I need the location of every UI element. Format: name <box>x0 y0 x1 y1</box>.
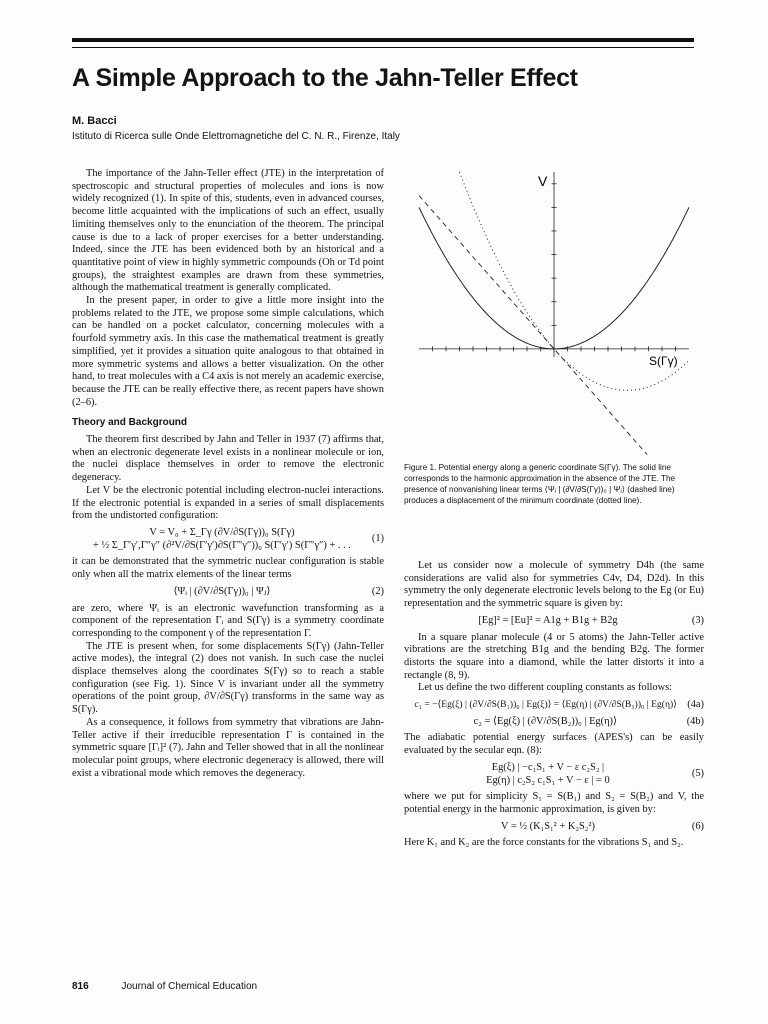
equation-4b-body: c₂ = ⟨Eg(ξ) | (∂V/∂S(B₂))₀ | Eg(η)⟩ <box>473 715 618 727</box>
equation-4a <box>404 699 704 712</box>
article-title: A Simple Approach to the Jahn-Teller Effect <box>72 64 578 92</box>
equation-5 <box>404 762 704 787</box>
coupling-paragraph: Let us define the two different coupling constants as follows: <box>418 682 673 694</box>
page-footer <box>72 981 257 992</box>
equation-4a-number: (4a) <box>687 699 704 711</box>
author-name: M. Bacci <box>72 115 117 127</box>
figure-1-chart <box>404 160 704 460</box>
consequence-paragraph: As a consequence, it follows from symmetry that vibrations are Jahn-Teller active if their irreducible representation Γ is contained in the symmetric square [Γᵢ]² (7). Jahn and Teller showed that in all the nonlinear molecular point groups, where electronic degeneracy is allowed, there will exist a vibrational mode which removes the degeneracy. <box>72 716 384 779</box>
equation-1-number: (1) <box>371 533 384 545</box>
equation-1-line-1: V = V₀ + Σ_Γγ (∂V/∂S(Γγ))₀ S(Γγ) <box>149 526 295 538</box>
top-rule-thick <box>72 38 694 42</box>
theory-paragraph-2: Let V be the electronic potential including electron-nuclei interactions. If the electronic potential is expanded in a series of small displacements from the undistorted configuration: <box>72 484 384 522</box>
equation-3-body: [Eg]² = [Eu]² = A1g + B1g + B2g <box>478 614 618 626</box>
equation-5-row-2: Eg(η) | c₂S₂ c₁S₁ + V − ε | = 0 <box>486 774 610 786</box>
equation-2-number: (2) <box>371 585 384 597</box>
intro-paragraph-2: In the present paper, in order to give a little more insight into the problems related to the JTE, we propose some simple calculations, which can be handled on a pocket calculator, concerning molecules with a fourfold symmetry axis. In this case the mathematical treatment is greatly simplified, yet it provides a situation quite analogous to that obtained in more symmetric systems and allows a better visualization. On the other hand, to treat molecules with a C4 axis is not merely an academic exercise, because the JTE can be really effective there, as recent papers have shown (2–6). <box>72 295 384 408</box>
page-number: 816 <box>72 981 89 992</box>
left-column <box>72 168 384 780</box>
author-affiliation: Istituto di Ricerca sulle Onde Elettromagnetiche del C. N. R., Firenze, Italy <box>72 131 400 142</box>
y-axis-label: V <box>538 173 548 189</box>
equation-4b-number: (4b) <box>686 715 704 727</box>
figure-caption: Figure 1. Potential energy along a generic coordinate S(Γγ). The solid line corresponds to the harmonic approximation in the absence of the JTE. The presence of nonvanishing linear terms ⟨Ψᵢ | (∂V/∂S(Γγ))₀ | Ψⱼ⟩ (dashed line) produces a displacement of the minimum coordinate (dotted line). <box>404 463 676 505</box>
equation-4b <box>404 716 704 729</box>
equation-2 <box>72 586 384 599</box>
equation-5-row-1: Eg(ξ) | −c₁S₁ + V − ε c₂S₂ | <box>491 761 605 773</box>
journal-name: Journal of Chemical Education <box>121 981 258 992</box>
right-column <box>404 560 704 850</box>
apes-paragraph: The adiabatic potential energy surfaces (APES's) can be easily evaluated by the secular eqn. (8): <box>404 732 704 757</box>
after-equation-2-text: are zero, where Ψᵢ is an electronic wavefunction transforming as a component of the representation Γᵢ and S(Γγ) is a symmetry coordinate corresponding to the component γ of the representation Γ. <box>72 602 384 639</box>
equation-6-body: V = ½ (K₁S₁² + K₂S₂²) <box>500 820 595 832</box>
equation-2-body: ⟨Ψᵢ | (∂V/∂S(Γγ))₀ | Ψⱼ⟩ <box>173 585 271 597</box>
equation-6 <box>404 821 704 834</box>
equation-6-number: (6) <box>691 820 704 832</box>
theory-paragraph-1: The theorem first described by Jahn and Teller in 1937 (7) affirms that, when an electronic degenerate level exists in a nonlinear molecule or ion, the nuclei displace themselves in order to remove the electronic degeneracy. <box>72 434 384 484</box>
section-heading: Theory and Background <box>72 417 188 429</box>
after-equation-1-text: it can be demonstrated that the symmetric nuclear configuration is stable only when all the matrix elements of the linear terms <box>72 556 384 581</box>
top-rule-thin <box>72 47 694 48</box>
equation-3-number: (3) <box>691 614 704 626</box>
linear-term-line <box>419 196 647 455</box>
equation-4a-body: c₁ = −⟨Eg(ξ) | (∂V/∂S(B₁))₀ | Eg(ξ)⟩ = ⟨Eg(η) | (∂V/∂S(B₁))₀ | Eg(η)⟩ <box>414 699 677 711</box>
simplicity-paragraph: where we put for simplicity S₁ = S(B₁) and S₂ = S(B₂) and V, the potential energy in the harmonic approximation, is given by: <box>404 791 704 815</box>
equation-1 <box>72 527 384 552</box>
x-axis-label: S(Γγ) <box>649 353 678 368</box>
final-paragraph: Here K₁ and K₂ are the force constants for the vibrations S₁ and S₂. <box>404 837 684 849</box>
intro-paragraph-1: The importance of the Jahn-Teller effect (JTE) in the interpretation of spectroscopic and structural properties of molecules and ions is now widely recognized (1). In spite of this, students, even in advanced courses, become little acquainted with the implications of such an effect, usually limiting themselves only to the enunciation of the theorem. The principal cause is due to a lack of proper exercises for a better understanding. Indeed, since the JTE has been evidenced both by an historical and a quantitative point of view in highly symmetric compounds (Oh or Td point groups), the straightest examples are drawn from these symmetries, although the mathematical treatment is generally complicated. <box>72 168 384 294</box>
equation-3 <box>404 615 704 628</box>
d4h-paragraph: Let us consider now a molecule of symmetry D4h (the same considerations are valid also for symmetries C4v, D4, D2d). In this symmetry the only degenerate electronic levels belong to the Eg (or Eu) representation and the symmetric square is given by: <box>404 560 704 610</box>
square-paragraph: In a square planar molecule (4 or 5 atoms) the Jahn-Teller active vibrations are the stretching B1g and the bending B2g. The former distorts the square into a diamond, while the latter distorts it into a rectangle (8, 9). <box>404 631 704 681</box>
equation-5-number: (5) <box>691 768 704 780</box>
equation-1-line-2: + ½ Σ_Γ′γ′,Γ″γ″ (∂²V/∂S(Γ′γ′)∂S(Γ″γ″))₀ S(Γ′γ′) S(Γ″γ″) + . . . <box>92 539 351 551</box>
jte-paragraph: The JTE is present when, for some displacements S(Γγ) (Jahn-Teller active modes), the integral (2) does not vanish. In such case the nuclei displace themselves along the coordinates S(Γγ) so to reach a stable configuration (see Fig. 1). Since V is invariant under all the symmetry operations of the point group, ∂V/∂S(Γγ) transforms in the same way as S(Γγ). <box>72 640 384 716</box>
